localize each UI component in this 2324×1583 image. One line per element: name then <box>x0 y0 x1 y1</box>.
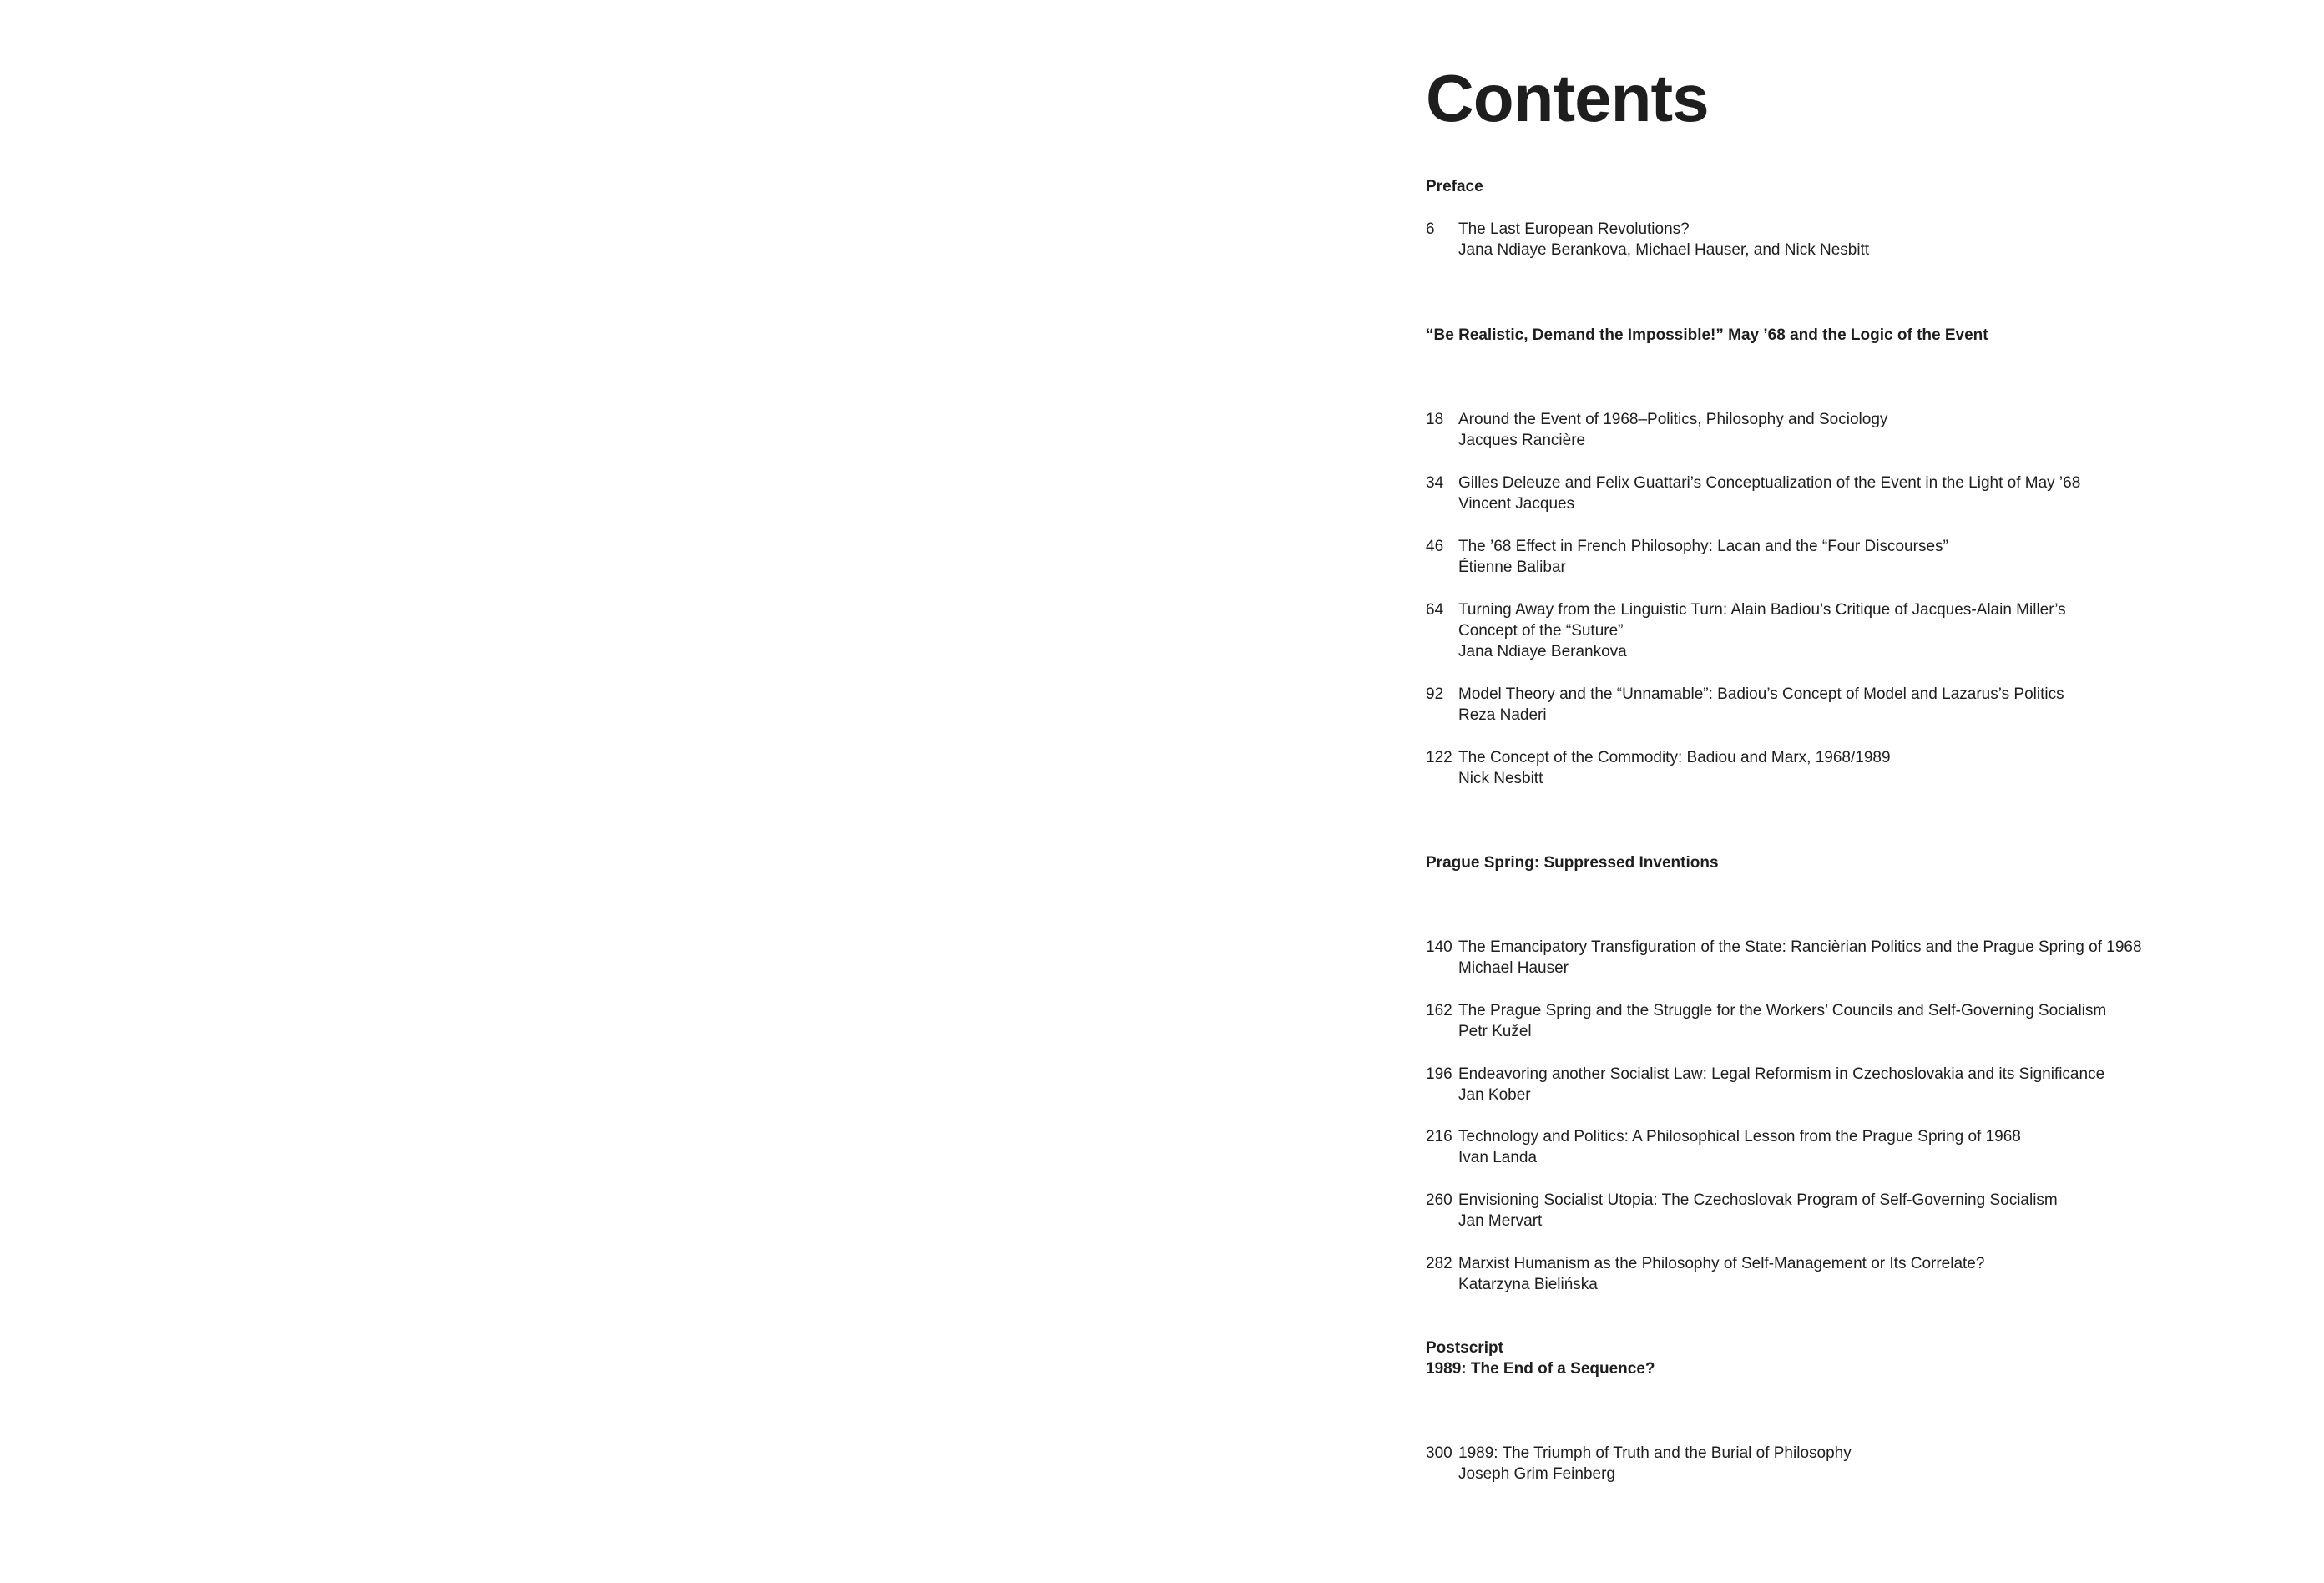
section-heading-prague-spring: Prague Spring: Suppressed Inventions <box>1426 854 1719 872</box>
entry-author: Katarzyna Bielińska <box>1458 1276 1598 1293</box>
entry-author: Petr Kužel <box>1458 1023 1532 1040</box>
entry-author: Nick Nesbitt <box>1458 770 1543 787</box>
entry-title: Endeavoring another Socialist Law: Legal Reformism in Czechoslovakia and its Significance <box>1458 1065 2105 1083</box>
entry-title: The Last European Revolutions? <box>1458 220 1690 238</box>
entry-title: The Prague Spring and the Struggle for the Workers’ Councils and Self-Governing Socialism <box>1458 1002 2107 1019</box>
entry-author: Jana Ndiaye Berankova <box>1458 643 1627 660</box>
entry-author: Reza Naderi <box>1458 706 1547 724</box>
page-number: 64 <box>1426 601 1444 619</box>
entry-title: Envisioning Socialist Utopia: The Czechoslovak Program of Self-Governing Socialism <box>1458 1191 2058 1209</box>
entry-author: Vincent Jacques <box>1458 495 1575 513</box>
entry-title: 1989: The Triumph of Truth and the Burial of Philosophy <box>1458 1444 1852 1462</box>
section-heading-preface: Preface <box>1426 178 1483 195</box>
entry-title: Marxist Humanism as the Philosophy of Self-Management or Its Correlate? <box>1458 1255 1985 1272</box>
page-number: 140 <box>1426 938 1452 956</box>
entry-author: Jacques Rancière <box>1458 432 1586 449</box>
page-number: 18 <box>1426 411 1444 428</box>
page-number: 122 <box>1426 749 1452 766</box>
entry-title: Gilles Deleuze and Felix Guattari’s Conceptualization of the Event in the Light of May ’68 <box>1458 474 2081 492</box>
entry-author: Michael Hauser <box>1458 959 1569 977</box>
entry-title: The Emancipatory Transfiguration of the State: Rancièrian Politics and the Prague Spring of 1968 <box>1458 938 2142 956</box>
page-number: 216 <box>1426 1128 1452 1146</box>
page-title: Contents <box>1426 61 1709 135</box>
entry-author: Joseph Grim Feinberg <box>1458 1465 1615 1483</box>
entry-author: Ivan Landa <box>1458 1149 1538 1166</box>
section-heading-may-68: “Be Realistic, Demand the Impossible!” May ’68 and the Logic of the Event <box>1426 326 1988 344</box>
page-number: 92 <box>1426 685 1444 703</box>
entry-title-continued: Concept of the “Suture” <box>1458 622 1624 640</box>
section-heading-postscript: Postscript 1989: The End of a Sequence? <box>1426 1339 1655 1378</box>
entry-title: The ’68 Effect in French Philosophy: Lacan and the “Four Discourses” <box>1458 538 1948 555</box>
entry-author: Jan Mervart <box>1458 1212 1543 1230</box>
page-number: 6 <box>1426 220 1435 238</box>
entry-title: Around the Event of 1968–Politics, Philosophy and Sociology <box>1458 411 1888 428</box>
entry-title: Model Theory and the “Unnamable”: Badiou’s Concept of Model and Lazarus’s Politics <box>1458 685 2064 703</box>
entry-author: Jan Kober <box>1458 1086 1531 1104</box>
page-number: 196 <box>1426 1065 1452 1083</box>
page-number: 46 <box>1426 538 1444 555</box>
page-number: 162 <box>1426 1002 1452 1019</box>
page-number: 282 <box>1426 1255 1452 1272</box>
page-number: 300 <box>1426 1444 1452 1462</box>
page-number: 34 <box>1426 474 1444 492</box>
entry-title: Technology and Politics: A Philosophical Lesson from the Prague Spring of 1968 <box>1458 1128 2021 1146</box>
entry-title: Turning Away from the Linguistic Turn: Alain Badiou’s Critique of Jacques-Alain Miller’s <box>1458 601 2066 619</box>
entry-title: The Concept of the Commodity: Badiou and Marx, 1968/1989 <box>1458 749 1891 766</box>
page-number: 260 <box>1426 1191 1452 1209</box>
entry-author: Jana Ndiaye Berankova, Michael Hauser, and Nick Nesbitt <box>1458 241 1870 259</box>
entry-author: Étienne Balibar <box>1458 559 1566 576</box>
